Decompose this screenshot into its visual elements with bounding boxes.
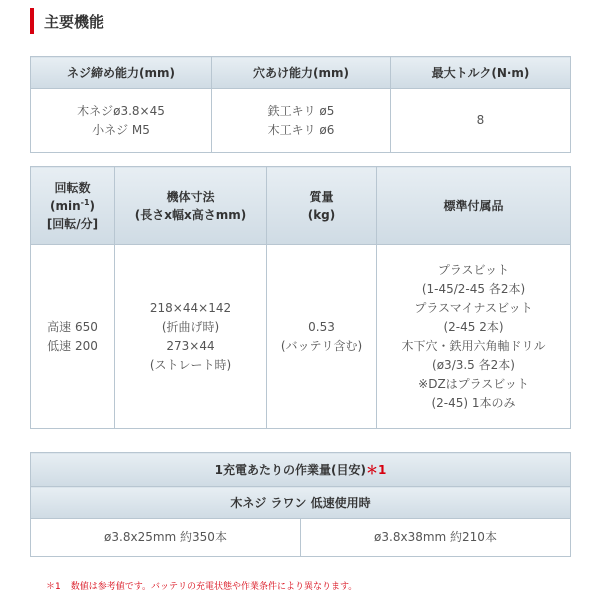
accessory-line: プラスマイナスビット xyxy=(414,300,533,315)
accessory-line: (2-45 2本) xyxy=(443,319,504,334)
header-accessories: 標準付属品 xyxy=(377,167,571,245)
capacity-table xyxy=(30,56,571,153)
dimensions-line: (ストレート時) xyxy=(149,357,232,372)
workload-title-text: 1充電あたりの作業量(目安) xyxy=(214,462,366,477)
footnote-marker: ＊1 xyxy=(365,462,387,477)
workload-table xyxy=(30,452,571,557)
accessory-line: ※DZはプラスビット xyxy=(418,376,529,391)
footnote-text: 数値は参考値です。バッテリの充電状態や作業条件により異なります。 xyxy=(70,582,358,592)
unit-superscript: -1 xyxy=(80,197,90,207)
dimensions-line: 273×44 xyxy=(166,338,215,353)
header-dimensions xyxy=(115,167,267,245)
accessory-line: (2-45) 1本のみ xyxy=(431,395,516,410)
footnote-mark: ＊1 xyxy=(46,582,61,592)
header-dimensions-line: (長さx幅x高さmm) xyxy=(134,207,247,222)
footnote xyxy=(46,579,357,592)
header-rpm xyxy=(31,167,115,245)
dimensions-line: 218×44×142 xyxy=(149,300,232,315)
rpm-line: 高速 650 xyxy=(47,319,98,334)
header-mass xyxy=(267,167,377,245)
cell-max-torque: 8 xyxy=(391,89,571,153)
section-title: 主要機能 xyxy=(44,12,105,31)
dimensions-line: (折曲げ時) xyxy=(161,319,220,334)
cell-rpm xyxy=(31,245,115,429)
unit-suffix: ) xyxy=(89,198,96,213)
unit-prefix: (min xyxy=(49,198,81,213)
drill-line: 木工キリ ø6 xyxy=(267,122,335,137)
workload-subtitle: 木ネジ ラワン 低速使用時 xyxy=(31,487,571,519)
header-mass-line: (kg) xyxy=(307,207,336,222)
accessory-line: 木下穴・鉄用六角軸ドリル xyxy=(401,338,546,353)
cell-drill-capacity xyxy=(212,89,391,153)
header-rpm-line: [回転/分] xyxy=(46,216,99,231)
workload-cell-25mm: ø3.8x25mm 約350本 xyxy=(31,519,301,557)
screw-line: 木ネジø3.8×45 xyxy=(77,103,165,118)
section-heading xyxy=(30,8,104,34)
accessory-line: (ø3/3.5 各2本) xyxy=(432,357,515,372)
accessory-line: プラスビット xyxy=(437,262,510,277)
mass-line: 0.53 xyxy=(308,319,335,334)
screw-line: 小ネジ M5 xyxy=(92,122,150,137)
header-mass-line: 質量 xyxy=(309,189,334,204)
header-max-torque: 最大トルク(N·m) xyxy=(391,57,571,89)
drill-line: 鉄工キリ ø5 xyxy=(267,103,335,118)
rpm-line: 低速 200 xyxy=(47,338,98,353)
header-rpm-unit xyxy=(31,197,114,215)
header-dimensions-line: 機体寸法 xyxy=(166,189,215,204)
cell-mass xyxy=(267,245,377,429)
specs-table xyxy=(30,166,571,429)
mass-line: (バッテリ含む) xyxy=(280,338,363,353)
heading-accent-bar xyxy=(30,8,34,34)
accessory-line: (1-45/2-45 各2本) xyxy=(421,281,526,296)
cell-accessories xyxy=(377,245,571,429)
header-drill-capacity: 穴あけ能力(mm) xyxy=(212,57,391,89)
header-rpm-line: 回転数 xyxy=(54,180,91,195)
cell-dimensions xyxy=(115,245,267,429)
cell-screw-capacity xyxy=(31,89,212,153)
workload-title xyxy=(31,453,571,487)
workload-cell-38mm: ø3.8x38mm 約210本 xyxy=(301,519,571,557)
header-screw-capacity: ネジ締め能力(mm) xyxy=(31,57,212,89)
